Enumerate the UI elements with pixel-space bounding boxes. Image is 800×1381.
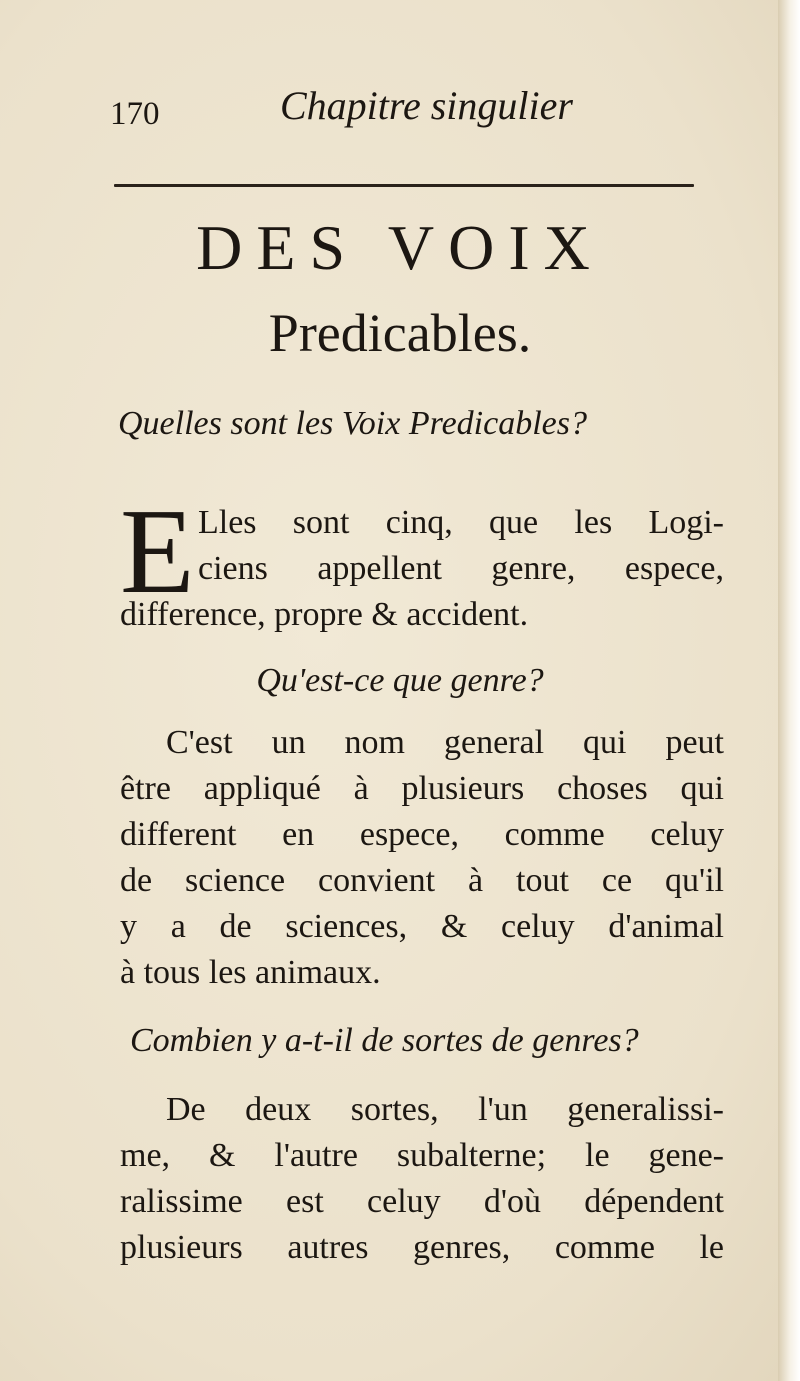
- text-line: plusieurs autres genres, comme le: [120, 1229, 724, 1266]
- answer-1: [120, 484, 724, 638]
- text-line: de science convient à tout ce qu'il: [120, 862, 724, 899]
- text-line: me, & l'autre subalterne; le gene-: [120, 1137, 724, 1174]
- text-line: ralissime est celuy d'où dépendent: [120, 1183, 724, 1220]
- text-line: C'est un nom general qui peut: [166, 724, 724, 761]
- chapter-heading-line-2: Predicables.: [268, 303, 532, 363]
- running-title: Chapitre singulier: [280, 83, 573, 128]
- text-line: difference, propre & accident.: [120, 596, 529, 633]
- header-rule: [114, 184, 694, 187]
- text-line: Lles sont cinq, que les Logi-: [198, 504, 724, 541]
- answer-3: [120, 1087, 724, 1271]
- answer-2: [120, 720, 724, 996]
- question-2: Qu'est-ce que genre?: [256, 662, 544, 699]
- chapter-heading-line-1: DES VOIX: [196, 212, 604, 283]
- text-line: ciens appellent genre, espece,: [198, 550, 724, 587]
- text-line: y a de sciences, & celuy d'animal: [120, 908, 724, 945]
- running-head: [110, 82, 710, 142]
- question-3: Combien y a-t-il de sortes de genres?: [130, 1022, 639, 1059]
- text-line: De deux sortes, l'un generalissi-: [166, 1091, 724, 1128]
- question-1: Quelles sont les Voix Predicables?: [118, 405, 587, 442]
- text-line: different en espece, comme celuy: [120, 816, 724, 853]
- drop-cap: E: [120, 484, 195, 619]
- page-number: 170: [110, 96, 160, 132]
- text-line: être appliqué à plusieurs choses qui: [120, 770, 724, 807]
- text-line: à tous les animaux.: [120, 954, 381, 991]
